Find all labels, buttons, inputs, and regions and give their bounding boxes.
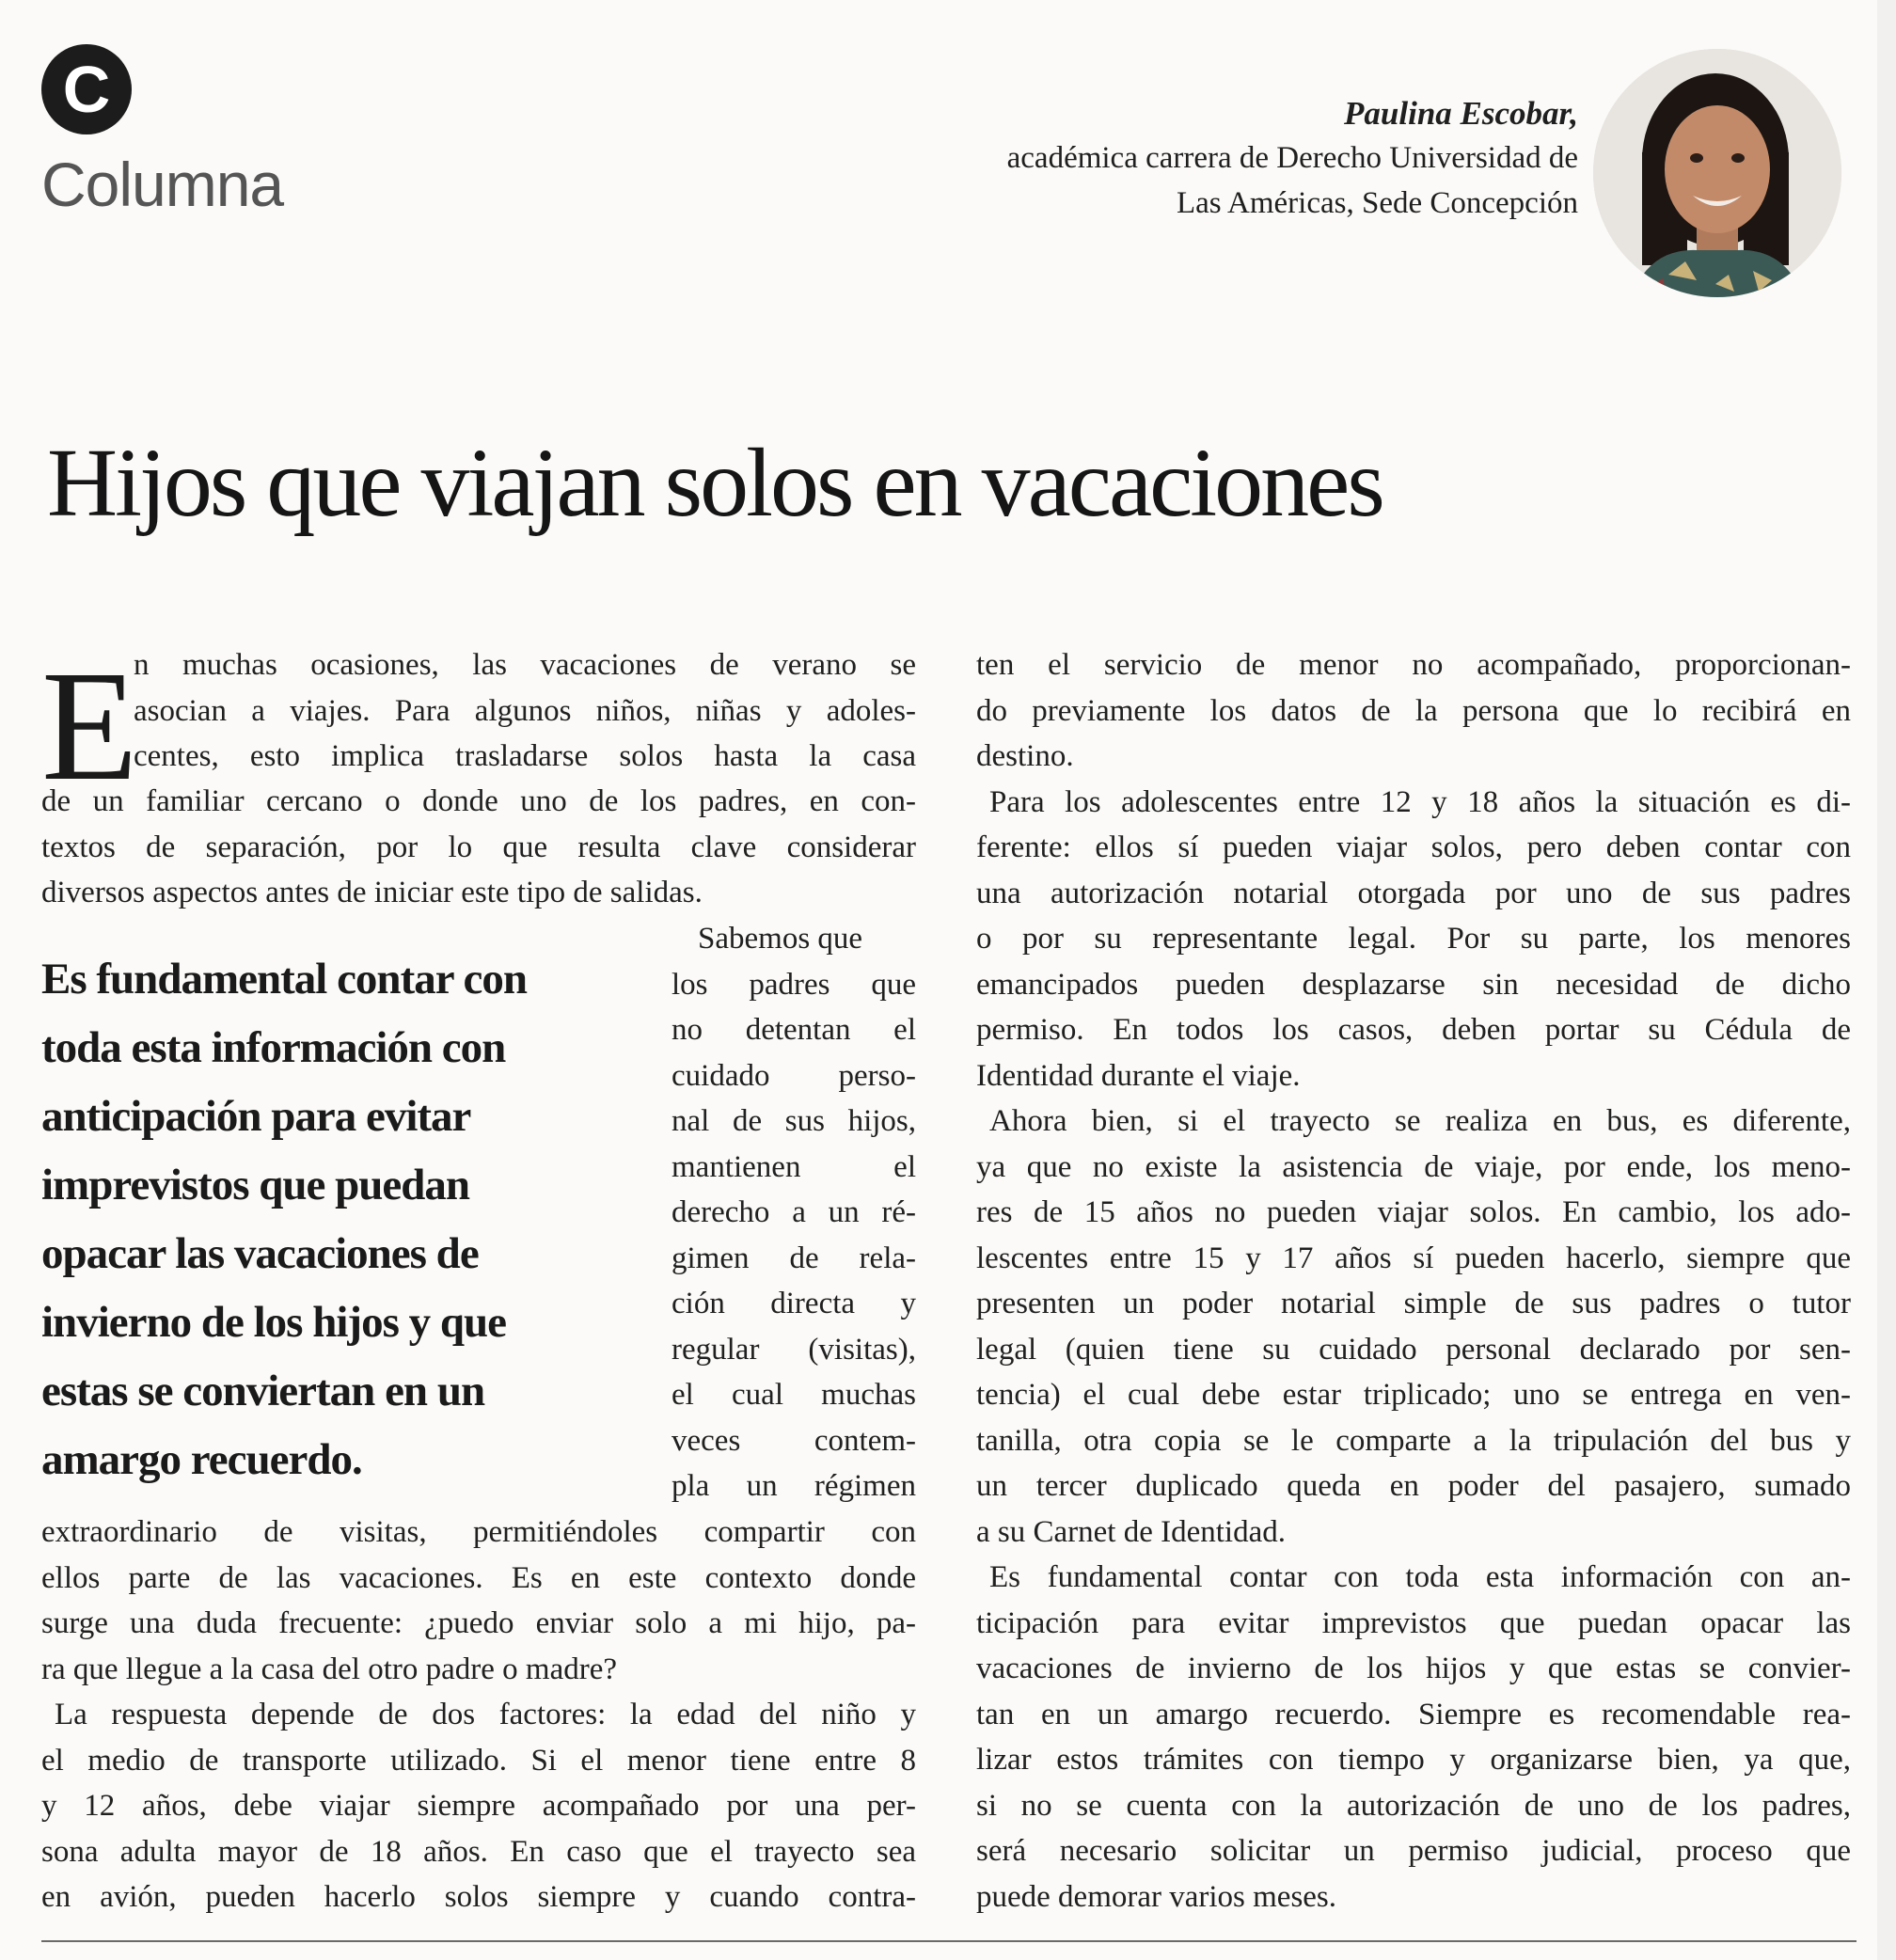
text-line: ferente: ellos sí pueden viajar solos, pero deben contar con: [976, 830, 1851, 864]
page-edge: [1877, 0, 1896, 1960]
text-line: do previamente los datos de la persona que lo recibirá en: [976, 693, 1851, 728]
pull-quote-line: estas se conviertan en un: [41, 1367, 485, 1415]
text-line: Para los adolescentes entre 12 y 18 años la situación es di-: [989, 784, 1851, 819]
text-line: tan en un amargo recuerdo. Siempre es recomendable rea-: [976, 1697, 1851, 1731]
text-line: diversos aspectos antes de iniciar este tipo de salidas.: [41, 876, 703, 909]
text-line: tencia) el cual debe estar triplicado; uno se entrega en ven-: [976, 1378, 1851, 1412]
text-line: en avión, pueden hacerlo solos siempre y cuando contra-: [41, 1880, 916, 1914]
text-line: si no se cuenta con la autorización de uno de los padres,: [976, 1788, 1851, 1823]
text-line: asocian a viajes. Para algunos niños, niñas y adoles-: [134, 693, 916, 728]
text-line: ra que llegue a la casa del otro padre o madre?: [41, 1652, 618, 1686]
text-line: Es fundamental contar con toda esta información con an-: [989, 1560, 1851, 1594]
text-line: de un familiar cercano o donde uno de los padres, en con-: [41, 784, 916, 818]
pull-quote-line: amargo recuerdo.: [41, 1435, 362, 1484]
text-line: veces contem-: [672, 1423, 916, 1458]
text-line: regular (visitas),: [672, 1332, 916, 1367]
text-line: ya que no existe la asistencia de viaje, por ende, los meno-: [976, 1149, 1851, 1184]
pull-quote-line: imprevistos que puedan: [41, 1161, 470, 1209]
text-line: emancipados pueden desplazarse sin necesidad de dicho: [976, 967, 1851, 1002]
text-line: permiso. En todos los casos, deben portar su Cédula de: [976, 1013, 1851, 1047]
text-line: gimen de rela-: [672, 1241, 916, 1275]
text-line: sona adulta mayor de 18 años. En caso que el trayecto sea: [41, 1834, 916, 1869]
author-role-line2: Las Américas, Sede Concepción: [1176, 186, 1578, 220]
bottom-rule: [41, 1940, 1856, 1942]
text-line: presenten un poder notarial simple de sus padres o tutor: [976, 1287, 1851, 1320]
text-line: lizar estos trámites con tiempo y organizarse bien, ya que,: [976, 1743, 1851, 1777]
text-line: tanilla, otra copia se le comparte a la tripulación del bus y: [976, 1423, 1851, 1458]
pull-quote: [41, 945, 634, 1494]
text-line: pla un régimen: [672, 1469, 916, 1503]
col1-paragraph-a: [41, 779, 916, 916]
text-line: los padres que: [672, 967, 916, 1002]
author-photo: [1593, 49, 1841, 297]
text-line: derecho a un ré-: [672, 1195, 916, 1229]
text-line: el cual muchas: [672, 1378, 916, 1412]
text-line: y 12 años, debe viajar siempre acompañado por una per-: [41, 1789, 916, 1823]
text-line: Sabemos que: [698, 922, 863, 956]
text-line: Ahora bien, si el trayecto se realiza en bus, es diferente,: [989, 1104, 1851, 1138]
column-badge: C: [41, 44, 132, 134]
text-line: una autorización notarial otorgada por uno de sus padres: [976, 876, 1851, 910]
text-line: centes, esto implica trasladarse solos hasta la casa: [134, 739, 916, 773]
text-line: Identidad durante el viaje.: [976, 1058, 1301, 1093]
text-line: nal de sus hijos,: [672, 1104, 916, 1138]
pull-quote-line: invierno de los hijos y que: [41, 1298, 506, 1347]
pull-quote-line: Es fundamental contar con: [41, 955, 527, 1004]
text-line: ticipación para evitar imprevistos que puedan opacar las: [976, 1605, 1851, 1640]
author-role-line1: académica carrera de Derecho Universidad de: [1006, 141, 1578, 175]
text-line: La respuesta depende de dos factores: la edad del niño y: [55, 1698, 916, 1731]
text-line: ellos parte de las vacaciones. Es en este contexto donde: [41, 1560, 916, 1595]
text-line: lescentes entre 15 y 17 años sí pueden hacerlo, siempre que: [976, 1241, 1851, 1275]
author-byline: [1007, 92, 1578, 226]
section-label: Columna: [41, 150, 284, 219]
pull-quote-line: opacar las vacaciones de: [41, 1229, 479, 1278]
text-line: no detentan el: [672, 1013, 916, 1047]
col2-text: [976, 642, 1851, 1920]
text-line: legal (quien tiene su cuidado personal declarado por sen-: [976, 1332, 1851, 1367]
text-line: será necesario solicitar un permiso judicial, proceso que: [976, 1834, 1851, 1868]
text-line: vacaciones de invierno de los hijos y que estas se convier-: [976, 1652, 1851, 1685]
article-title: Hijos que viajan solos en vacaciones: [47, 429, 1382, 537]
col1-narrow-text: [672, 916, 916, 1510]
col1-paragraph-b: [41, 1510, 916, 1920]
text-line: extraordinario de visitas, permitiéndoles compartir con: [41, 1515, 916, 1549]
text-line: o por su representante legal. Por su parte, los menores: [976, 922, 1851, 956]
text-line: ten el servicio de menor no acompañado, proporcionan-: [976, 648, 1851, 682]
pull-quote-line: anticipación para evitar: [41, 1092, 471, 1141]
text-line: destino.: [976, 739, 1074, 773]
text-line: n muchas ocasiones, las vacaciones de verano se: [134, 648, 916, 682]
pull-quote-line: toda esta información con: [41, 1023, 506, 1072]
text-line: cuidado perso-: [672, 1058, 916, 1093]
col1-intro: [134, 642, 916, 780]
text-line: un tercer duplicado queda en poder del pasajero, sumado: [976, 1469, 1851, 1503]
author-portrait-image: [1593, 49, 1841, 297]
text-line: a su Carnet de Identidad.: [976, 1514, 1286, 1549]
text-line: el medio de transporte utilizado. Si el menor tiene entre 8: [41, 1743, 916, 1778]
text-line: ción directa y: [672, 1287, 916, 1320]
text-line: surge una duda frecuente: ¿puedo enviar solo a mi hijo, pa-: [41, 1606, 916, 1640]
text-line: textos de separación, por lo que resulta clave considerar: [41, 830, 916, 864]
text-line: res de 15 años no pueden viajar solos. En cambio, los ado-: [976, 1195, 1851, 1229]
text-line: puede demorar varios meses.: [976, 1879, 1337, 1914]
drop-cap: E: [41, 639, 138, 814]
author-name: Paulina Escobar,: [1344, 95, 1578, 132]
text-line: mantienen el: [672, 1149, 916, 1184]
